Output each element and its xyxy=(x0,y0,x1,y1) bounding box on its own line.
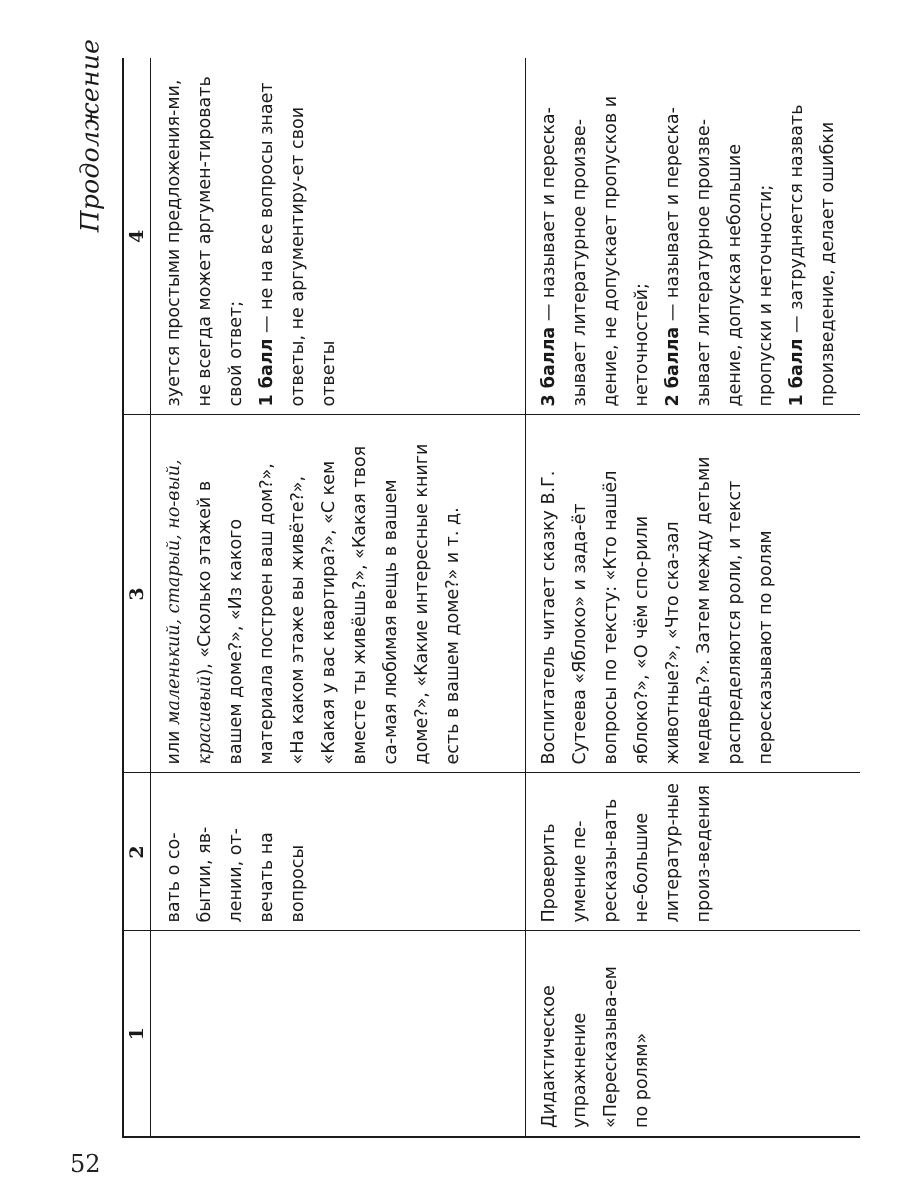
row1-col4-score1: 1 балл xyxy=(257,338,277,407)
row2-col4-score2: 2 балла xyxy=(663,326,683,407)
row1-col3-part2: ), «Сколько этажей в вашем доме?», «Из какого материала построен ваш дом?», «На каком этаже вы живёте?», «Какая у вас квартира?», «С кем вместе ты живёшь?», «Какая твоя са-мая любимая вещь в вашем доме?», «Какие интересные книги есть в вашем доме?» и т. д. xyxy=(195,443,463,765)
assessment-table xyxy=(122,58,860,1138)
row2-col4-text1: — затрудняется назвать произведение, делает ошибки xyxy=(787,104,838,407)
header-col-3: 3 xyxy=(123,415,151,773)
row2-col4-score3: 3 балла xyxy=(539,326,559,407)
row2-col4-text3: — называет и переска-зывает литературное произве-дение, не допускает пропусков и неточностей; xyxy=(539,95,652,407)
row1-col1 xyxy=(151,931,526,1137)
continuation-label xyxy=(68,38,112,232)
row2-col4 xyxy=(526,58,861,415)
row1-col3 xyxy=(151,415,526,773)
continuation-label-text: Продолжение xyxy=(75,38,105,232)
row1-col4-line2: — не на все вопросы знает ответы, не аргументиру-ет свои ответы xyxy=(257,82,339,407)
header-col-4: 4 xyxy=(123,58,151,415)
table-rotated-wrapper xyxy=(122,58,860,1138)
row1-col4 xyxy=(151,58,526,415)
row1-col3-italic: маленький, старый, но-вый, красивый xyxy=(164,459,215,765)
page-number: 52 xyxy=(70,1150,101,1178)
table-row xyxy=(151,58,526,1137)
header-col-1: 1 xyxy=(123,931,151,1137)
row2-col1: Дидактическое упражнение «Пересказыва-ем по ролям» xyxy=(526,931,861,1137)
row2-col4-text2: — называет и переска-зывает литературное произве-дение, допуская небольшие пропуски и неточности; xyxy=(663,107,776,407)
row1-col2: вать о со-бытии, яв-лении, от-вечать на вопросы xyxy=(151,773,526,931)
row1-col4-line1: зуется простыми предложения-ми, не всегда может аргумен-тировать свой ответ; xyxy=(164,76,246,407)
row2-col4-score1: 1 балл xyxy=(787,338,807,407)
table-header-row xyxy=(123,58,151,1137)
row2-col3: Воспитатель читает сказку В.Г. Сутеева «Яблоко» и зада-ёт вопросы по тексту: «Кто нашёл яблоко?», «О чём спо-рили животные?», «Что ска-зал медведь?». Затем между детьми распределяются роли, и текст пересказывают по ролям xyxy=(526,415,861,773)
table-row xyxy=(526,58,861,1137)
header-col-2: 2 xyxy=(123,773,151,931)
row1-col3-part1: или xyxy=(164,725,184,765)
row2-col2: Проверить умение пе-ресказы-вать не-большие литератур-ные произ-ведения xyxy=(526,773,861,931)
table-container xyxy=(122,58,860,1138)
